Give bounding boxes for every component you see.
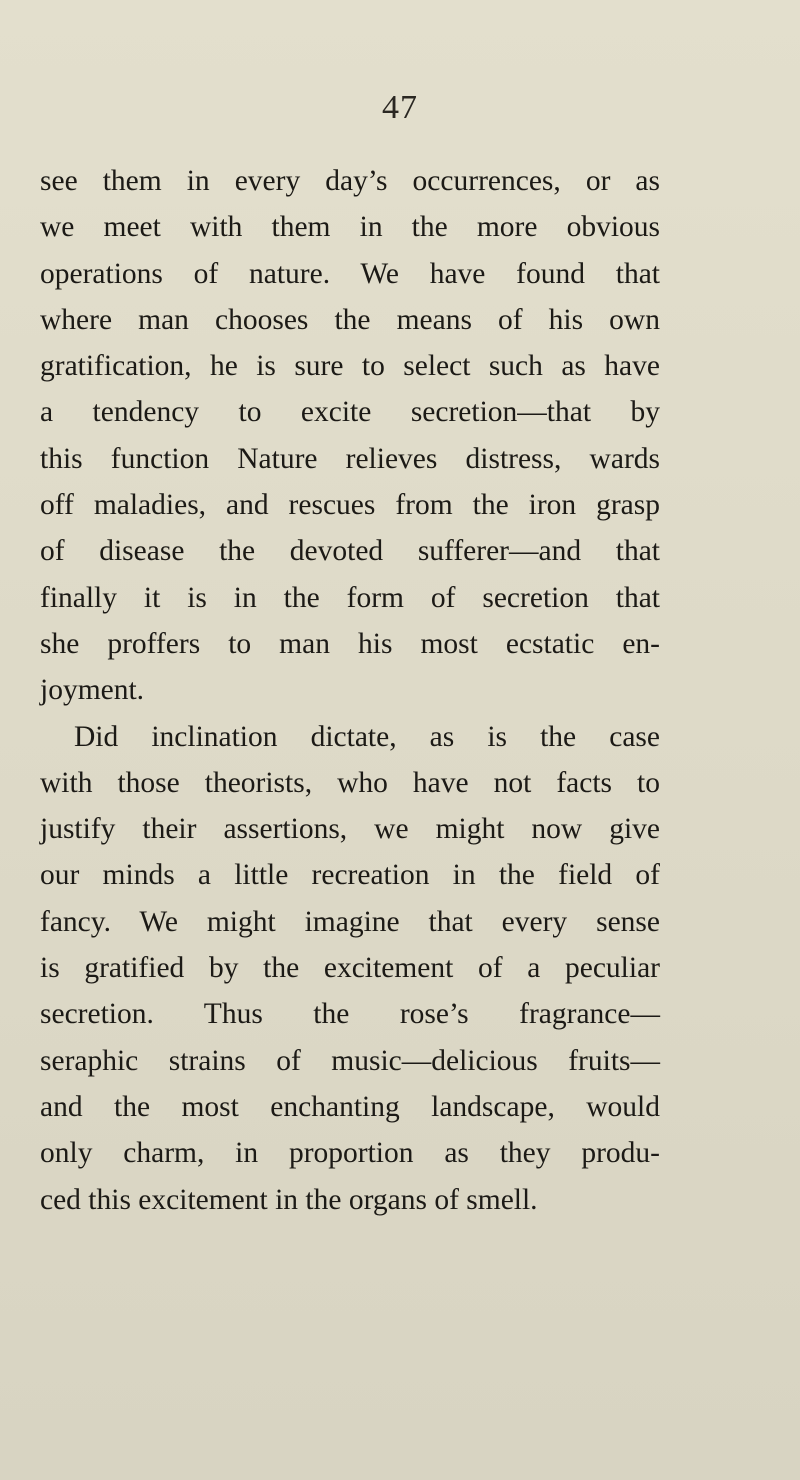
text-line: secretion. Thus the rose’s fragrance— (40, 998, 660, 1031)
paragraph-end-line: joyment. (40, 674, 145, 707)
text-line: operations of nature. We have found that (40, 257, 660, 290)
text-line: only charm, in proportion as they produ- (40, 1137, 660, 1170)
text-line: off maladies, and rescues from the iron grasp (40, 489, 660, 522)
paragraph-end-line: ced this excitement in the organs of smell. (40, 1183, 538, 1216)
text-line: gratification, he is sure to select such as have (40, 350, 660, 383)
paragraph-start-line: Did inclination dictate, as is the case (74, 720, 660, 753)
text-line: see them in every day’s occurrences, or as (40, 165, 660, 197)
text-line: a tendency to excite secretion—that by (40, 396, 660, 429)
text-line: our minds a little recreation in the field of (40, 859, 660, 892)
text-line: where man chooses the means of his own (40, 303, 660, 336)
text-line: we meet with them in the more obvious (40, 211, 660, 244)
text-line: seraphic strains of music—delicious fruits— (40, 1044, 660, 1077)
text-line: of disease the devoted sufferer—and that (40, 535, 660, 568)
page-number: 47 (382, 89, 418, 126)
body-text (40, 158, 660, 1223)
text-line: finally it is in the form of secretion that (40, 581, 660, 614)
text-line: she proffers to man his most ecstatic en- (40, 627, 660, 660)
text-line: this function Nature relieves distress, wards (40, 442, 660, 475)
text-line: and the most enchanting landscape, would (40, 1090, 660, 1123)
text-line: with those theorists, who have not facts to (40, 766, 660, 799)
text-line: is gratified by the excitement of a peculiar (40, 952, 660, 985)
text-line: justify their assertions, we might now give (40, 813, 660, 846)
text-line: fancy. We might imagine that every sense (40, 905, 660, 938)
